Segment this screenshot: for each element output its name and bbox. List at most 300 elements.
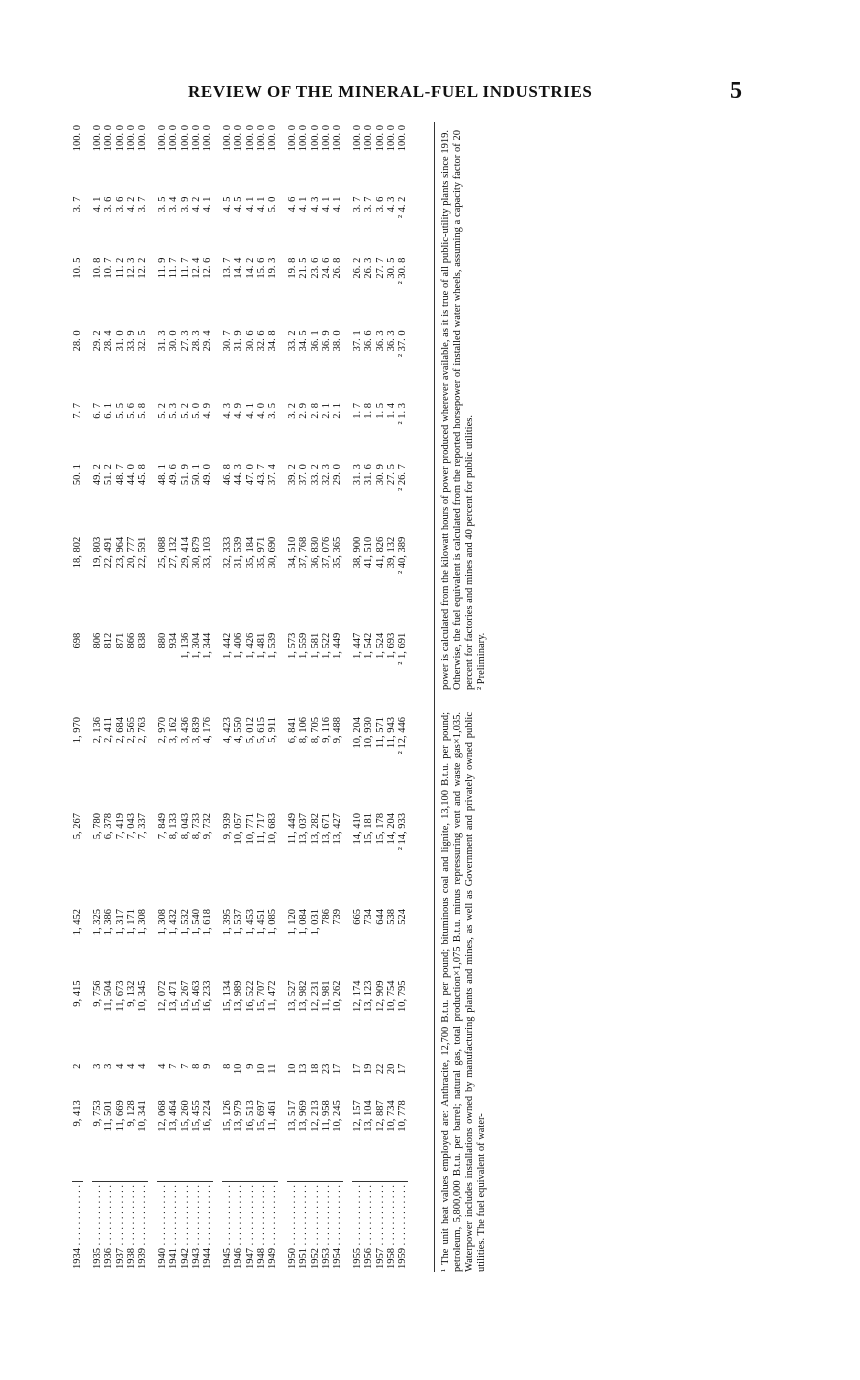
table-cell: 1, 120 [287,908,299,936]
table-cell: 100. 0 [103,125,115,152]
table-cell: 5. 5 [114,403,126,419]
table-cell: 4. 1 [244,196,256,213]
table-cell: 1, 970 [72,717,83,744]
table-cell: 12, 909 [374,980,386,1012]
table-cell: 10, 204 [352,717,364,749]
table-cell: 3. 7 [72,196,83,213]
table-cell: 10. 5 [72,257,83,279]
table-cell: 1, 481 [255,632,267,659]
year-cell: 1953 . . . . . . . . . . . . [321,1182,332,1273]
table-cell: 6, 378 [103,813,115,840]
table-cell: 4. 6 [287,196,299,213]
table-cell: 8, 043 [179,813,191,840]
table-cell: 49. 2 [92,464,104,486]
table-cell: 2, 763 [137,717,149,744]
table-row [126,122,137,1272]
year-cell: 1951 . . . . . . . . . . . . [298,1182,309,1273]
table-cell: 28. 0 [72,330,83,352]
table-cell: ² 4. 2 [397,196,409,219]
table-cell: 1, 453 [244,908,256,936]
table-cell: 34, 510 [287,536,299,569]
table-cell: 11, 958 [320,1100,332,1132]
table-cell: 4, 176 [202,717,214,744]
table-cell: 1, 447 [352,632,364,659]
table-cell: 11, 669 [114,1100,126,1132]
table-cell: 11, 501 [103,1100,115,1132]
running-title: REVIEW OF THE MINERAL-FUEL INDUSTRIES [188,82,593,101]
table-cell: 24. 6 [320,257,332,279]
page-number: 5 [730,78,742,104]
table-cell: 5. 2 [157,403,169,419]
table-cell: 38, 900 [352,536,364,569]
table-cell: 866 [125,632,137,649]
table-cell: 11, 449 [287,813,299,845]
table-cell: 22, 491 [103,536,115,569]
table-cell: 2, 411 [103,717,115,743]
table-cell: 11. 7 [168,257,180,279]
table-row [363,122,374,1272]
table-row [245,122,256,1272]
table-cell: 4. 3 [385,196,397,213]
table-cell: 5. 0 [267,196,279,213]
table-cell: 49. 0 [202,464,214,486]
table-cell: 7. 7 [72,403,83,419]
table-cell: 1, 618 [202,908,214,936]
table-cell: 13, 282 [309,813,321,845]
table-cell: 3. 7 [352,196,364,213]
table-cell: 32. 3 [320,464,332,486]
table-cell: ² 14, 933 [397,813,409,851]
table-cell: 30. 6 [244,330,256,352]
table-cell: 4. 1 [320,196,332,213]
group-spacer [343,122,352,1272]
table-cell: 50. 1 [72,464,83,486]
table-cell: 31. 3 [157,330,169,352]
table-row [137,122,148,1272]
table-cell: 30, 690 [267,536,279,569]
table-cell: 29. 2 [92,330,104,352]
table-cell: 5. 0 [190,403,202,419]
table-cell: 33. 2 [287,330,299,352]
group-spacer [213,122,222,1272]
table-cell: 3. 2 [287,403,299,419]
table-cell: 100. 0 [72,125,83,152]
year-cell: 1958 . . . . . . . . . . . . [386,1182,397,1273]
table-cell: 2. 8 [309,403,321,419]
footnote-column-left [440,712,488,1272]
year-cell: 1942 . . . . . . . . . . . . [180,1182,191,1273]
table-cell: 49. 6 [168,464,180,486]
table-cell: 31, 539 [233,536,245,569]
table-cell: 13, 527 [287,980,299,1012]
table-cell: 1, 171 [125,908,137,936]
table-cell: 3. 4 [168,196,180,213]
table-cell: 29. 4 [202,330,214,352]
table-cell: 1, 452 [72,908,83,936]
table-cell: 9, 415 [72,980,83,1007]
table-row [267,122,278,1272]
table-cell: 3 [103,1063,115,1069]
table-cell: 10, 245 [332,1100,344,1132]
group-spacer [148,122,157,1272]
table-cell: 20 [385,1063,397,1075]
table-cell: 4, 423 [222,717,234,744]
table-cell: 30. 5 [385,257,397,279]
table-row [115,122,126,1272]
table-cell: 1, 442 [222,632,234,659]
table-cell: 15, 260 [179,1100,191,1132]
table-cell: 8 [190,1063,202,1069]
year-cell: 1957 . . . . . . . . . . . . [375,1182,386,1273]
table-row [287,122,298,1272]
table-cell: 4. 5 [222,196,234,213]
table-cell: 12, 068 [157,1100,169,1132]
table-cell: 6, 841 [287,717,299,744]
table-cell: 32. 6 [255,330,267,352]
energy-table [72,122,408,1272]
year-cell: 1936 . . . . . . . . . . . . [103,1182,114,1273]
table-cell: 10 [233,1063,245,1075]
table-cell: 5, 615 [255,717,267,744]
table-cell: 1. 4 [385,403,397,419]
table-cell: 37. 0 [298,464,310,486]
table-cell: 31. 6 [363,464,375,486]
table-cell: 10, 778 [397,1100,409,1132]
table-cell: 9, 413 [72,1100,83,1127]
table-cell: 36, 830 [309,536,321,569]
table-cell: 35, 971 [255,536,267,569]
table-cell: 100. 0 [233,125,245,152]
table-cell: 1, 031 [309,908,321,936]
table-cell: 6. 1 [103,403,115,419]
table-cell: 10. 7 [103,257,115,279]
table-cell: 13, 471 [168,980,180,1012]
table-cell: 23. 6 [309,257,321,279]
table-cell: 39. 2 [287,464,299,486]
table-row [233,122,244,1272]
table-cell: 5, 267 [72,813,83,840]
table-cell: 22 [374,1063,386,1075]
table-cell: 16, 513 [244,1100,256,1132]
table-row [168,122,179,1272]
year-cell: 1934 . . . . . . . . . . . . [72,1182,83,1273]
table-cell: 739 [332,908,344,925]
year-cell: 1950 . . . . . . . . . . . . [287,1182,298,1273]
year-cell: 1939 . . . . . . . . . . . . [137,1182,148,1273]
table-cell: 11, 717 [255,813,267,845]
table-cell: 2. 1 [320,403,332,419]
table-cell: 7, 043 [125,813,137,840]
table-cell: 665 [352,908,364,925]
table-cell: 8, 705 [309,717,321,744]
table-cell: 1, 539 [267,632,279,659]
table-cell: 4. 0 [255,403,267,419]
year-cell: 1941 . . . . . . . . . . . . [168,1182,179,1273]
year-cell: 1955 . . . . . . . . . . . . [352,1182,363,1273]
table-cell: 3. 5 [267,403,279,419]
table-cell: 41, 510 [363,536,375,569]
table-cell: 1, 537 [233,908,245,936]
table-cell: 100. 0 [179,125,191,152]
table-cell: 13, 517 [287,1100,299,1132]
table-cell: 1, 432 [168,908,180,936]
table-cell: 871 [114,632,126,649]
table-cell: ² 40, 389 [397,536,409,575]
table-cell: 4 [114,1063,126,1069]
table-cell: 5. 3 [168,403,180,419]
table-cell: 1, 308 [137,908,149,936]
table-cell: 50. 1 [190,464,202,486]
table-cell: 15. 6 [255,257,267,279]
table-cell: 18 [309,1063,321,1075]
table-cell: 4. 3 [222,403,234,419]
table-cell: 10, 930 [363,717,375,749]
table-cell: 11, 504 [103,980,115,1012]
table-cell: 100. 0 [114,125,126,152]
table-cell: 21. 5 [298,257,310,279]
table-cell: 100. 0 [363,125,375,152]
table-cell: 27. 3 [179,330,191,352]
table-cell: 9, 128 [125,1100,137,1127]
table-cell: 13, 979 [233,1100,245,1132]
table-cell: 16, 233 [202,980,214,1012]
table-cell: 5. 2 [179,403,191,419]
table-cell: 19. 3 [267,257,279,279]
table-cell: 538 [385,908,397,925]
table-cell: 19, 803 [92,536,104,569]
table-cell: 1, 406 [233,632,245,659]
year-cell: 1940 . . . . . . . . . . . . [157,1182,168,1273]
table-cell: 12. 3 [125,257,137,279]
year-cell: 1952 . . . . . . . . . . . . [310,1182,321,1273]
table-cell: 39, 132 [385,536,397,569]
table-cell: 12, 072 [157,980,169,1012]
table-cell: 4. 9 [233,403,245,419]
table-cell: 15, 134 [222,980,234,1012]
table-cell: 18, 802 [72,536,83,569]
table-cell: 32, 333 [222,536,234,569]
table-cell: 6. 7 [92,403,104,419]
table-cell: 13, 104 [363,1100,375,1132]
table-cell: 100. 0 [309,125,321,152]
table-cell: 838 [137,632,149,649]
table-cell: 35, 365 [332,536,344,569]
table-cell: 4. 1 [244,403,256,419]
table-cell: 15, 707 [255,980,267,1012]
table-cell: 806 [92,632,104,649]
table-cell: 9, 132 [125,980,137,1007]
table-cell: 30. 0 [168,330,180,352]
table-cell: 43. 7 [255,464,267,486]
table-cell: 7, 419 [114,813,126,840]
table-cell: 19. 8 [287,257,299,279]
table-cell: 2. 1 [332,403,344,419]
table-cell: 38. 0 [332,330,344,352]
table-cell: 13 [298,1063,310,1075]
table-cell: 28. 4 [103,330,115,352]
table-cell: 37, 768 [298,536,310,569]
table-cell: 2, 565 [125,717,137,744]
table-row [397,122,408,1272]
year-cell: 1956 . . . . . . . . . . . . [363,1182,374,1273]
table-row [92,122,103,1272]
table-cell: 100. 0 [157,125,169,152]
table-row [202,122,213,1272]
table-cell: 36. 9 [320,330,332,352]
table-cell: 11, 472 [267,980,279,1012]
table-cell: 1, 304 [190,632,202,659]
table-cell: 20, 777 [125,536,137,569]
table-cell: 41, 826 [374,536,386,569]
table-cell: 1, 386 [103,908,115,936]
table-cell: 1, 532 [179,908,191,936]
table-cell: 7 [168,1063,180,1069]
table-cell: 10, 262 [332,980,344,1012]
table-cell: 934 [168,632,180,649]
table-cell: 45. 8 [137,464,149,486]
table-cell: 1, 524 [374,632,386,659]
rotated-table-block [72,122,552,1272]
table-cell: 2, 684 [114,717,126,744]
table-cell: 10, 734 [385,1100,397,1132]
table-cell: 10, 345 [137,980,149,1012]
table-cell: 100. 0 [385,125,397,152]
table-cell: 3. 6 [103,196,115,213]
table-cell: 17 [352,1063,364,1075]
table-cell: ² 12, 446 [397,717,409,755]
table-cell: 31. 3 [352,464,364,486]
table-cell: 1, 308 [157,908,169,936]
table-cell: 14. 2 [244,257,256,279]
table-cell: 36. 3 [385,330,397,352]
table-cell: 15, 126 [222,1100,234,1132]
table-cell: 13, 671 [320,813,332,845]
table-cell: 4. 1 [298,196,310,213]
table-cell: 48. 7 [114,464,126,486]
table-cell: 3, 162 [168,717,180,744]
table-cell: 36. 1 [309,330,321,352]
table-cell: 12, 174 [352,980,364,1012]
table-cell: 3, 839 [190,717,202,744]
table-cell: 2, 970 [157,717,169,744]
table-cell: 34. 8 [267,330,279,352]
table-cell: 1, 559 [298,632,310,659]
table-cell: 22, 591 [137,536,149,569]
table-cell: 5, 012 [244,717,256,744]
table-cell: 33. 2 [309,464,321,486]
table-cell: 786 [320,908,332,925]
table-cell: ² 1, 691 [397,632,409,665]
table-cell: 1, 573 [287,632,299,659]
footnote-2: ² Preliminary. [476,632,487,690]
table-row [375,122,386,1272]
table-cell: 37. 4 [267,464,279,486]
table-cell: 10, 771 [244,813,256,845]
table-cell: 34. 5 [298,330,310,352]
table-cell: 27. 5 [385,464,397,486]
table-cell: 7, 849 [157,813,169,840]
table-cell: 3. 6 [114,196,126,213]
table-cell: 2, 136 [92,717,104,744]
table-cell: 1. 7 [352,403,364,419]
table-cell: 1, 344 [202,632,214,659]
table-cell: 27. 7 [374,257,386,279]
table-cell: 9, 116 [320,717,332,743]
group-spacer [83,122,92,1272]
table-cell: 9 [244,1063,256,1069]
table-cell: 1, 522 [320,632,332,659]
table-cell: 12. 2 [137,257,149,279]
table-row [157,122,168,1272]
table-cell: 10, 341 [137,1100,149,1132]
table-cell: 11, 673 [114,980,126,1012]
table-cell: 9, 939 [222,813,234,840]
table-cell: 10, 754 [385,980,397,1012]
table-cell: 14, 410 [352,813,364,845]
table-cell: 17 [332,1063,344,1075]
table-cell: 31. 9 [233,330,245,352]
table-cell: 1, 426 [244,632,256,659]
table-cell: 35, 184 [244,536,256,569]
table-cell: 23 [320,1063,332,1075]
table-cell: 5, 911 [267,717,279,743]
table-cell: 1. 5 [374,403,386,419]
table-cell: 29. 0 [332,464,344,486]
table-cell: ² 37. 0 [397,330,409,358]
table-cell: 3. 5 [157,196,169,213]
table-row [310,122,321,1272]
table-cell: 28. 3 [190,330,202,352]
footnote-column-right [440,130,488,690]
table-cell: 15, 178 [374,813,386,845]
table-cell: 8, 733 [190,813,202,840]
table-cell: 10. 8 [92,257,104,279]
year-cell: 1937 . . . . . . . . . . . . [115,1182,126,1273]
table-cell: 33, 103 [202,536,214,569]
table-cell: 26. 3 [363,257,375,279]
table-cell: 15, 463 [190,980,202,1012]
table-cell: 8, 106 [298,717,310,744]
table-cell: 36. 3 [374,330,386,352]
table-cell: 3. 7 [137,196,149,213]
table-cell: 3. 9 [179,196,191,213]
table-cell: 30. 7 [222,330,234,352]
table-cell: 1, 540 [190,908,202,936]
table-row [332,122,343,1272]
table-cell: 12, 231 [309,980,321,1012]
footnote-1-continued: power is calculated from the kilowatt hours of power produced wherever available, as it is true of all public-utility plants since 1919. Otherwise, the fuel equivalent is calculated from the reported horsepower of installed water wheels, assuming a capacity factor of 20 percent for factories and mines and 40 percent for public utilities. [440,130,475,690]
table-cell: 19 [363,1063,375,1075]
table-cell: 5, 780 [92,813,104,840]
footnotes [440,122,550,1272]
table-cell: 16, 522 [244,980,256,1012]
table-cell: 100. 0 [267,125,279,152]
table-cell: 100. 0 [202,125,214,152]
table-cell: 4 [125,1063,137,1069]
table-cell: 100. 0 [222,125,234,152]
year-cell: 1943 . . . . . . . . . . . . [191,1182,202,1273]
table-cell: 31. 0 [114,330,126,352]
table-cell: 1, 542 [363,632,375,659]
table-cell: 11, 571 [374,717,386,749]
table-cell: 9, 488 [332,717,344,744]
table-cell: 16, 224 [202,1100,214,1132]
table-cell: 3. 6 [374,196,386,213]
table-cell: 1, 136 [179,632,191,659]
table-cell: 12, 887 [374,1100,386,1132]
table-cell: 9 [202,1063,214,1069]
table-cell: 4. 9 [202,403,214,419]
